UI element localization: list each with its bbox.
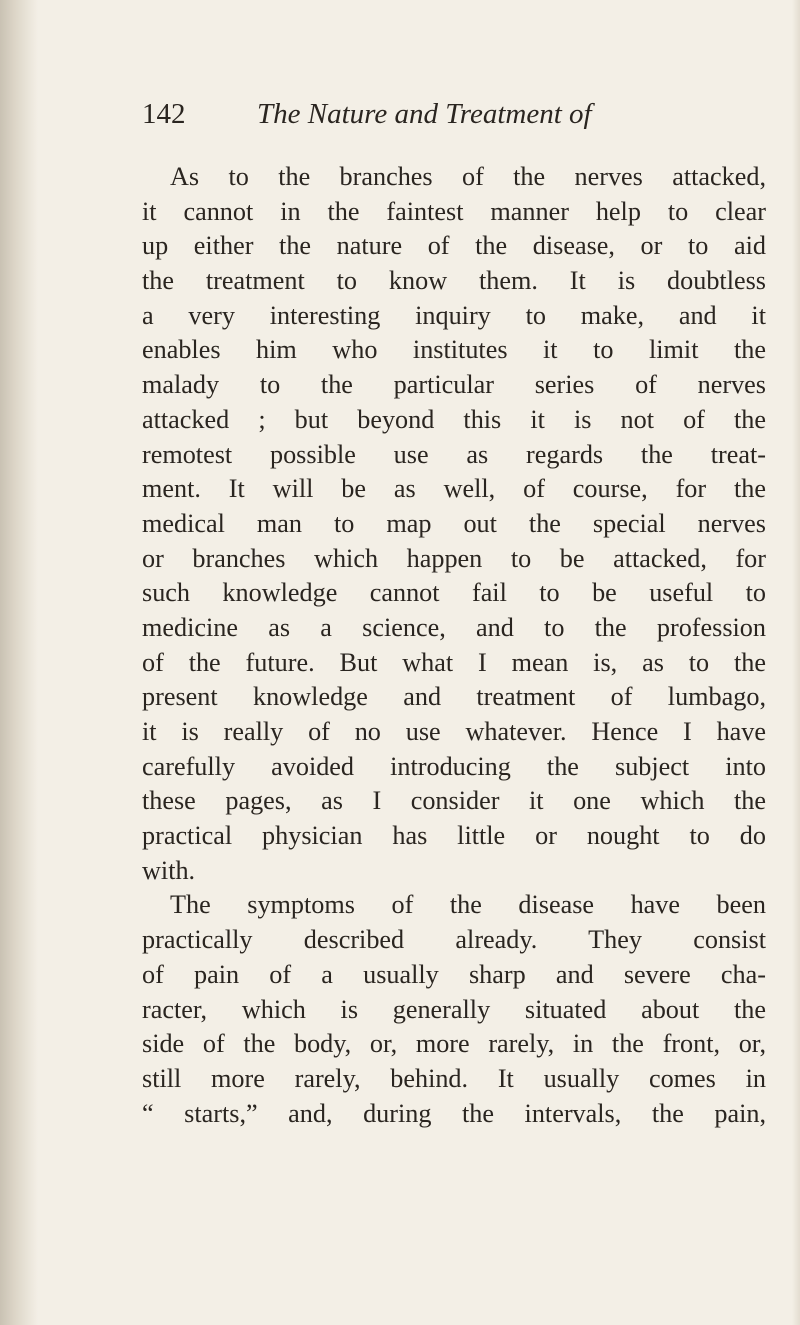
text-line: present knowledge and treatment of lumbago, (142, 682, 766, 712)
text-line: As to the branches of the nerves attacked, (170, 162, 766, 191)
text-line: it cannot in the faintest manner help to clear (142, 196, 766, 226)
page-gutter-shadow (0, 0, 38, 1325)
text-line: malady to the particular series of nerves (142, 370, 766, 400)
text-line: practically described already. They consist (142, 925, 766, 955)
text-line: remotest possible use as regards the treat- (142, 439, 766, 469)
text-line: of the future. But what I mean is, as to the (142, 647, 766, 677)
text-line: racter, which is generally situated about the (142, 994, 766, 1024)
page-header (142, 98, 702, 142)
text-line: a very interesting inquiry to make, and it (142, 300, 766, 330)
text-line: attacked ; but beyond this it is not of the (142, 404, 766, 434)
text-line: The symptoms of the disease have been (170, 890, 766, 920)
page-number: 142 (142, 98, 186, 130)
text-line: up either the nature of the disease, or to aid (142, 231, 766, 261)
paragraph (142, 888, 766, 1131)
text-line: such knowledge cannot fail to be useful to (142, 578, 766, 608)
text-line: “ starts,” and, during the intervals, the pain, (142, 1098, 766, 1128)
text-line: the treatment to know them. It is doubtless (142, 266, 766, 296)
body-text (142, 160, 766, 1131)
text-line: ment. It will be as well, of course, for the (142, 474, 766, 504)
text-line: or branches which happen to be attacked, for (142, 543, 766, 573)
text-line: medicine as a science, and to the profession (142, 612, 766, 642)
text-line: carefully avoided introducing the subject into (142, 751, 766, 781)
text-line: it is really of no use whatever. Hence I have (142, 717, 766, 746)
text-line: medical man to map out the special nerves (142, 508, 766, 538)
text-line: side of the body, or, more rarely, in the front, or, (142, 1029, 766, 1059)
text-line: of pain of a usually sharp and severe cha- (142, 959, 766, 989)
running-title: The Nature and Treatment of (257, 98, 592, 130)
text-line: these pages, as I consider it one which the (142, 786, 766, 816)
page-edge (792, 0, 800, 1325)
text-line: practical physician has little or nought to do (142, 821, 766, 851)
text-line: enables him who institutes it to limit the (142, 335, 766, 365)
paragraph (142, 160, 766, 888)
text-line: with. (142, 855, 196, 885)
text-line: still more rarely, behind. It usually comes in (142, 1063, 766, 1093)
